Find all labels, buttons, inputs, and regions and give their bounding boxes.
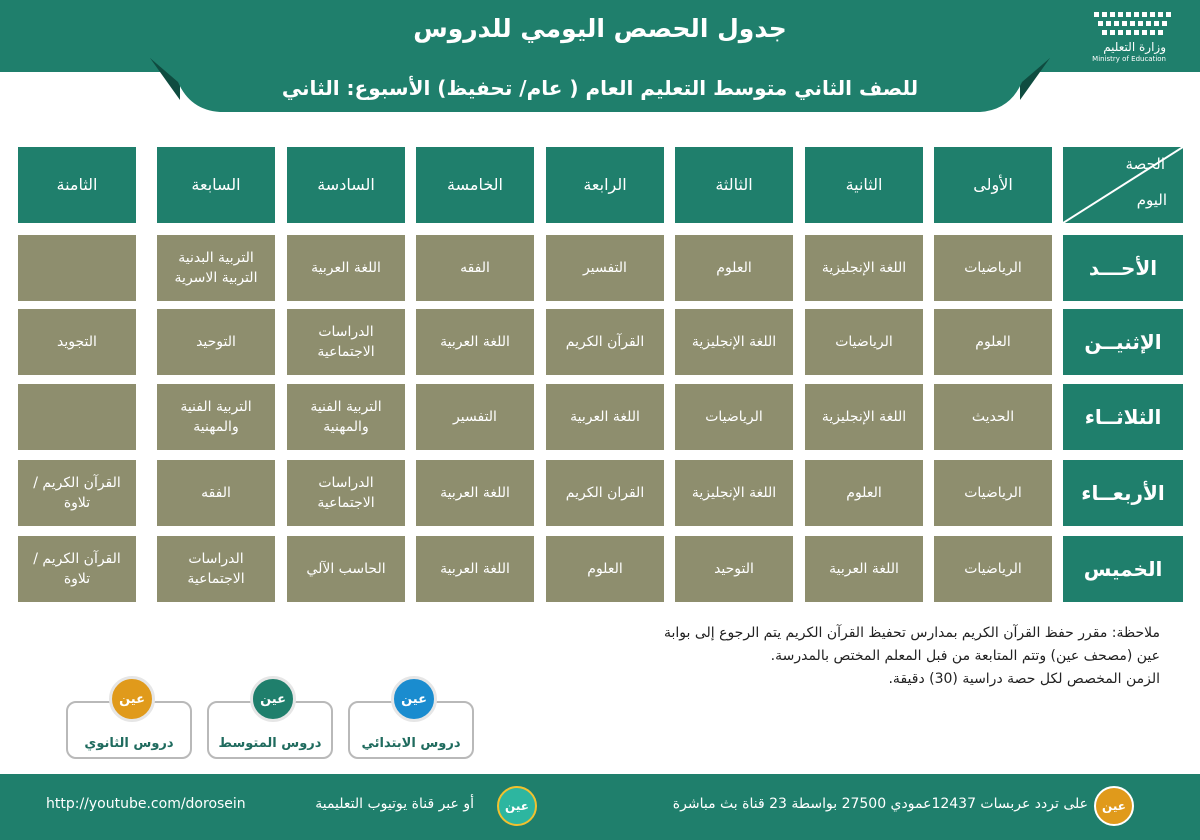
corner-divider bbox=[1063, 147, 1183, 223]
subject-label: الحاسب الآلي bbox=[306, 560, 386, 577]
day-label: الإثنيــن bbox=[1063, 309, 1183, 375]
subject-cell bbox=[546, 536, 664, 602]
day-label: الثلاثــاء bbox=[1063, 384, 1183, 450]
subject-label: التجويد bbox=[57, 333, 97, 350]
day-label: الأربعــاء bbox=[1063, 460, 1183, 526]
subject-cell bbox=[934, 309, 1052, 375]
subject-label: القرآن الكريم / تلاوة bbox=[33, 474, 121, 511]
period-header: الثالثة bbox=[675, 147, 793, 223]
subject-cell bbox=[546, 384, 664, 450]
page-subtitle: للصف الثاني متوسط التعليم العام ( عام/ تحفيظ) الأسبوع: الثاني bbox=[281, 76, 919, 100]
note-line: عين (مصحف عين) وتتم المتابعة من فبل المعلم المختص بالمدرسة. bbox=[770, 648, 1160, 664]
subject-label: اللغة الإنجليزية bbox=[821, 408, 907, 425]
note-line: ملاحظة: مقرر حفظ القرآن الكريم بمدارس تحفيظ القرآن الكريم يتم الرجوع إلى بوابة bbox=[663, 625, 1160, 641]
subject-label: التربية الفنية والمهنية bbox=[180, 398, 252, 435]
subject-label: اللغة العربية bbox=[440, 560, 510, 577]
timetable-corner bbox=[1063, 147, 1183, 223]
subject-label: اللغة العربية bbox=[829, 560, 899, 577]
subject-label: الفقه bbox=[460, 259, 490, 276]
subject-label: التفسير bbox=[583, 259, 627, 276]
subject-cell bbox=[805, 384, 923, 450]
period-header: الرابعة bbox=[546, 147, 664, 223]
subject-cell bbox=[416, 460, 534, 526]
corner-day-label: اليوم bbox=[1136, 191, 1167, 209]
subject-cell bbox=[157, 384, 275, 450]
youtube-label: أو عبر قناة يوتيوب التعليمية bbox=[315, 796, 474, 812]
subject-cell bbox=[157, 460, 275, 526]
subject-label: التفسير bbox=[453, 408, 497, 425]
subject-cell bbox=[287, 309, 405, 375]
subject-cell bbox=[675, 460, 793, 526]
subject-label: الدراسات الاجتماعية bbox=[317, 474, 375, 511]
period-header: السادسة bbox=[287, 147, 405, 223]
subject-cell bbox=[805, 460, 923, 526]
broadcast-info: على تردد عربسات 12437عمودي 27500 بواسطة 23 قناة بث مباشرة bbox=[672, 796, 1088, 812]
subject-label: التوحيد bbox=[714, 560, 754, 577]
subject-cell bbox=[416, 309, 534, 375]
subject-cell bbox=[416, 384, 534, 450]
subject-cell bbox=[546, 460, 664, 526]
ein-logo-icon: عين bbox=[1094, 786, 1134, 826]
badge-label: دروس المتوسط bbox=[218, 736, 322, 751]
empty-cell bbox=[18, 235, 136, 301]
ein-logo-icon: عين bbox=[497, 786, 537, 826]
ministry-name-en: Ministry of Education bbox=[1092, 55, 1166, 63]
subject-label: التربية البدنية التربية الاسرية bbox=[174, 249, 258, 286]
subject-label: العلوم bbox=[587, 560, 623, 577]
page-title: جدول الحصص اليومي للدروس bbox=[413, 14, 787, 43]
badge-secondary[interactable] bbox=[66, 691, 192, 759]
subject-label: اللغة العربية bbox=[440, 484, 510, 501]
day-label: الأحـــد bbox=[1063, 235, 1183, 301]
period-header: الثانية bbox=[805, 147, 923, 223]
subject-cell bbox=[287, 384, 405, 450]
subject-cell bbox=[805, 235, 923, 301]
subject-label: اللغة العربية bbox=[311, 259, 381, 276]
subject-label: اللغة الإنجليزية bbox=[691, 484, 777, 501]
subject-cell bbox=[18, 309, 136, 375]
period-header: الأولى bbox=[934, 147, 1052, 223]
subject-label: القرآن الكريم bbox=[565, 333, 645, 350]
note-line: الزمن المخصص لكل حصة دراسية (30) دقيقة. bbox=[888, 671, 1160, 687]
subject-label: الدراسات الاجتماعية bbox=[317, 323, 375, 360]
subject-cell bbox=[157, 309, 275, 375]
badge-intermediate[interactable] bbox=[207, 691, 333, 759]
subject-label: العلوم bbox=[716, 259, 752, 276]
subject-cell bbox=[157, 235, 275, 301]
subject-cell bbox=[287, 235, 405, 301]
notes bbox=[620, 622, 1160, 691]
subject-label: الفقه bbox=[201, 484, 231, 501]
subject-label: الرياضيات bbox=[705, 408, 763, 425]
subject-cell bbox=[805, 309, 923, 375]
ein-logo-icon: عين bbox=[391, 676, 437, 722]
period-header: الخامسة bbox=[416, 147, 534, 223]
subject-cell bbox=[18, 536, 136, 602]
ein-logo-icon: عين bbox=[250, 676, 296, 722]
subject-label: الرياضيات bbox=[835, 333, 893, 350]
subject-cell bbox=[934, 235, 1052, 301]
period-header: الثامنة bbox=[18, 147, 136, 223]
subject-cell bbox=[934, 384, 1052, 450]
subject-label: اللغة الإنجليزية bbox=[691, 333, 777, 350]
period-header: السابعة bbox=[157, 147, 275, 223]
badge-label: دروس الثانوي bbox=[84, 736, 174, 751]
ein-logo-icon: عين bbox=[109, 676, 155, 722]
subject-label: اللغة الإنجليزية bbox=[821, 259, 907, 276]
subject-cell bbox=[287, 536, 405, 602]
subject-cell bbox=[546, 235, 664, 301]
youtube-link[interactable]: http://youtube.com/dorosein bbox=[46, 796, 246, 812]
subject-cell bbox=[675, 384, 793, 450]
subject-label: اللغة العربية bbox=[440, 333, 510, 350]
subject-label: القرآن الكريم / تلاوة bbox=[33, 550, 121, 587]
subject-label: القران الكريم bbox=[565, 484, 645, 501]
empty-cell bbox=[18, 384, 136, 450]
subject-cell bbox=[934, 460, 1052, 526]
subject-label: الحديث bbox=[971, 408, 1015, 425]
subject-label: الرياضيات bbox=[964, 560, 1022, 577]
subject-cell bbox=[287, 460, 405, 526]
subject-label: العلوم bbox=[975, 333, 1011, 350]
subject-cell bbox=[675, 235, 793, 301]
ministry-name-ar: وزارة التعليم bbox=[1103, 40, 1166, 54]
subject-label: الرياضيات bbox=[964, 484, 1022, 501]
day-label: الخميس bbox=[1063, 536, 1183, 602]
subject-label: التوحيد bbox=[196, 333, 236, 350]
badge-label: دروس الابتدائي bbox=[361, 736, 461, 751]
subject-label: العلوم bbox=[846, 484, 882, 501]
subject-label: التربية الفنية والمهنية bbox=[310, 398, 382, 435]
subject-cell bbox=[157, 536, 275, 602]
subject-label: الرياضيات bbox=[964, 259, 1022, 276]
subject-cell bbox=[546, 309, 664, 375]
subject-label: اللغة العربية bbox=[570, 408, 640, 425]
subject-label: الدراسات الاجتماعية bbox=[187, 550, 245, 587]
corner-period-label: الحصة bbox=[1125, 155, 1165, 173]
subject-cell bbox=[934, 536, 1052, 602]
ministry-emblem-icon bbox=[1094, 10, 1172, 38]
subject-cell bbox=[18, 460, 136, 526]
subject-cell bbox=[675, 536, 793, 602]
subject-cell bbox=[805, 536, 923, 602]
subject-cell bbox=[416, 235, 534, 301]
badge-primary[interactable] bbox=[348, 691, 474, 759]
subject-cell bbox=[416, 536, 534, 602]
subject-cell bbox=[675, 309, 793, 375]
